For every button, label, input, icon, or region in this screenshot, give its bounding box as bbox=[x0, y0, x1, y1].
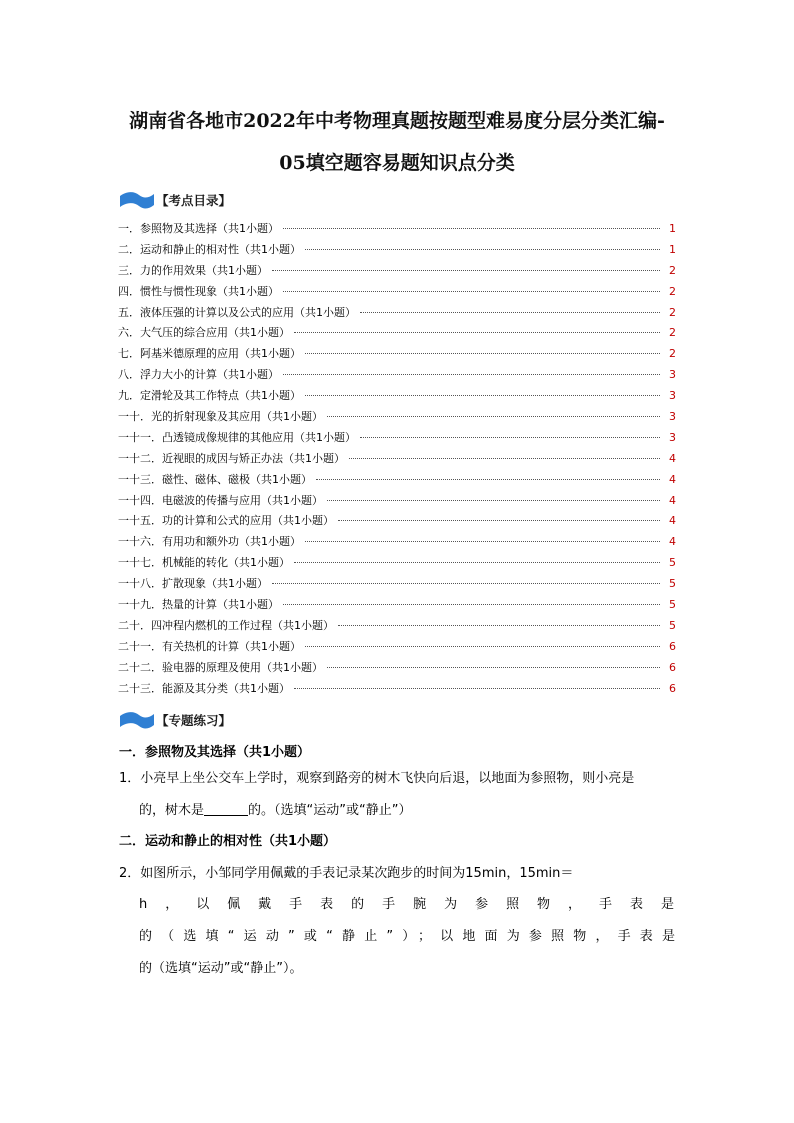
toc-entry-page: 2 bbox=[669, 347, 676, 361]
toc-entry[interactable] bbox=[118, 471, 676, 492]
blue-flag-icon bbox=[119, 710, 155, 730]
toc-entry-label: 二十二．验电器的原理及使用（共1小题） bbox=[118, 660, 323, 674]
toc-entry[interactable] bbox=[118, 680, 676, 701]
toc-entry[interactable] bbox=[118, 596, 676, 617]
toc-entry-label: 九．定滑轮及其工作特点（共1小题） bbox=[118, 389, 301, 403]
toc-entry-label: 五．液体压强的计算以及公式的应用（共1小题） bbox=[118, 305, 356, 319]
question1-text-a: 的，树木是 bbox=[139, 803, 205, 818]
toc-entry-page: 6 bbox=[669, 660, 676, 674]
toc-entry[interactable] bbox=[118, 220, 676, 241]
toc-entry-page: 2 bbox=[669, 284, 676, 298]
toc-entry[interactable] bbox=[118, 241, 676, 262]
question2-line4: 的（选填“运动”或“静止”）。 bbox=[139, 961, 303, 976]
section1-heading: 一．参照物及其选择（共1小题） bbox=[119, 745, 311, 760]
toc-entry-label: 一十二．近视眼的成因与矫正办法（共1小题） bbox=[118, 451, 345, 465]
toc-entry-page: 6 bbox=[669, 681, 676, 695]
toc-entry[interactable] bbox=[118, 512, 676, 533]
toc-entry-label: 一十．光的折射现象及其应用（共1小题） bbox=[118, 410, 323, 424]
toc-entry[interactable] bbox=[118, 366, 676, 387]
toc-leader-dots bbox=[305, 353, 660, 354]
toc-entry-label: 八．浮力大小的计算（共1小题） bbox=[118, 368, 279, 382]
toc-entry-page: 5 bbox=[669, 577, 676, 591]
question2-line1: 2．如图所示，小邹同学用佩戴的手表记录某次跑步的时间为15min，15min＝ bbox=[119, 866, 574, 881]
toc-entry-label: 一十七．机械能的转化（共1小题） bbox=[118, 556, 290, 570]
toc-entry-label: 一十九．热量的计算（共1小题） bbox=[118, 598, 279, 612]
question2-line3: 的（选填“运动”或“静止”）；以地面为参照物，手表是 bbox=[139, 929, 675, 944]
blue-flag-icon bbox=[119, 190, 155, 210]
toc-entry[interactable] bbox=[118, 575, 676, 596]
toc-entry[interactable] bbox=[118, 617, 676, 638]
toc-entry-page: 3 bbox=[669, 389, 676, 403]
toc-entry-label: 六．大气压的综合应用（共1小题） bbox=[118, 326, 290, 340]
toc-entry-page: 5 bbox=[669, 618, 676, 632]
toc-heading bbox=[119, 189, 231, 211]
toc-entry-page: 6 bbox=[669, 639, 676, 653]
toc-entry-page: 4 bbox=[669, 493, 676, 507]
document-title-line1: 湖南省各地市2022年中考物理真题按题型难易度分层分类汇编- bbox=[129, 110, 665, 132]
toc-leader-dots bbox=[360, 312, 660, 313]
toc-leader-dots bbox=[327, 500, 660, 501]
toc-entry[interactable] bbox=[118, 429, 676, 450]
toc-entry-label: 二．运动和静止的相对性（共1小题） bbox=[118, 242, 301, 256]
toc-entry[interactable] bbox=[118, 262, 676, 283]
toc-leader-dots bbox=[327, 667, 660, 668]
toc-entry-page: 5 bbox=[669, 556, 676, 570]
toc-entry[interactable] bbox=[118, 304, 676, 325]
question1-line1: 1．小亮早上坐公交车上学时，观察到路旁的树木飞快向后退，以地面为参照物，则小亮是 bbox=[119, 771, 635, 786]
toc-entry[interactable] bbox=[118, 492, 676, 513]
toc-leader-dots bbox=[338, 625, 660, 626]
toc-entry-label: 一十四．电磁波的传播与应用（共1小题） bbox=[118, 493, 323, 507]
toc-entry-label: 一十三．磁性、磁体、磁极（共1小题） bbox=[118, 472, 312, 486]
toc-entry[interactable] bbox=[118, 408, 676, 429]
toc-leader-dots bbox=[294, 688, 660, 689]
toc-leader-dots bbox=[305, 646, 660, 647]
toc-entry-page: 4 bbox=[669, 514, 676, 528]
toc-entry-label: 一十五．功的计算和公式的应用（共1小题） bbox=[118, 514, 334, 528]
toc-entry-page: 1 bbox=[669, 222, 676, 235]
toc-leader-dots bbox=[272, 583, 660, 584]
practice-heading bbox=[119, 709, 231, 731]
toc-entry-page: 2 bbox=[669, 263, 676, 277]
toc-entry-label: 一十一．凸透镜成像规律的其他应用（共1小题） bbox=[118, 430, 356, 444]
toc-leader-dots bbox=[349, 458, 660, 459]
toc-entry-page: 4 bbox=[669, 451, 676, 465]
practice-heading-label: 【专题练习】 bbox=[156, 713, 232, 728]
toc-entry-label: 一十六．有用功和额外功（共1小题） bbox=[118, 535, 301, 549]
toc-entry-label: 四．惯性与惯性现象（共1小题） bbox=[118, 284, 279, 298]
toc-entry[interactable] bbox=[118, 659, 676, 680]
toc-entry-page: 1 bbox=[669, 242, 676, 256]
toc-leader-dots bbox=[360, 437, 660, 438]
toc-entry-page: 5 bbox=[669, 598, 676, 612]
toc-leader-dots bbox=[283, 291, 660, 292]
question2-line2: h，以佩戴手表的手腕为参照物，手表是 bbox=[139, 897, 675, 912]
toc-entry[interactable] bbox=[118, 638, 676, 659]
toc-leader-dots bbox=[305, 249, 660, 250]
toc-entry-label: 三．力的作用效果（共1小题） bbox=[118, 263, 268, 277]
toc-leader-dots bbox=[294, 332, 660, 333]
toc-entry[interactable] bbox=[118, 283, 676, 304]
toc-entry[interactable] bbox=[118, 324, 676, 345]
section2-heading: 二．运动和静止的相对性（共1小题） bbox=[119, 834, 337, 849]
toc-entry[interactable] bbox=[118, 450, 676, 471]
toc-leader-dots bbox=[305, 395, 660, 396]
toc-leader-dots bbox=[283, 374, 660, 375]
toc-entry-label: 一十八．扩散现象（共1小题） bbox=[118, 577, 268, 591]
question1-line2 bbox=[139, 799, 675, 818]
answer-blank bbox=[204, 815, 248, 816]
toc-leader-dots bbox=[316, 479, 660, 480]
toc-leader-dots bbox=[305, 541, 660, 542]
toc-entry-page: 3 bbox=[669, 430, 676, 444]
toc-entry-page: 2 bbox=[669, 305, 676, 319]
toc-entry-label: 二十一．有关热机的计算（共1小题） bbox=[118, 639, 301, 653]
toc-entry-page: 4 bbox=[669, 472, 676, 486]
toc-entry[interactable] bbox=[118, 387, 676, 408]
toc-entry-label: 二十．四冲程内燃机的工作过程（共1小题） bbox=[118, 618, 334, 632]
toc-entry[interactable] bbox=[118, 345, 676, 366]
document-title-line2: 05填空题容易题知识点分类 bbox=[279, 152, 515, 174]
toc-leader-dots bbox=[327, 416, 660, 417]
question1-text-b: 的。（选填“运动”或“静止”） bbox=[248, 803, 412, 818]
toc-entry-label: 一．参照物及其选择（共1小题） bbox=[118, 222, 279, 235]
toc-leader-dots bbox=[272, 270, 660, 271]
toc-entry-page: 3 bbox=[669, 368, 676, 382]
toc-entry-label: 二十三．能源及其分类（共1小题） bbox=[118, 681, 290, 695]
toc-leader-dots bbox=[283, 604, 660, 605]
toc-entry[interactable] bbox=[118, 533, 676, 554]
toc-entry[interactable] bbox=[118, 554, 676, 575]
toc-leader-dots bbox=[283, 228, 660, 229]
toc-heading-label: 【考点目录】 bbox=[156, 193, 232, 208]
toc-entry-page: 4 bbox=[669, 535, 676, 549]
toc-leader-dots bbox=[294, 562, 660, 563]
toc-entry-label: 七．阿基米德原理的应用（共1小题） bbox=[118, 347, 301, 361]
toc-leader-dots bbox=[338, 520, 660, 521]
table-of-contents bbox=[118, 220, 676, 700]
toc-entry-page: 3 bbox=[669, 410, 676, 424]
toc-entry-page: 2 bbox=[669, 326, 676, 340]
